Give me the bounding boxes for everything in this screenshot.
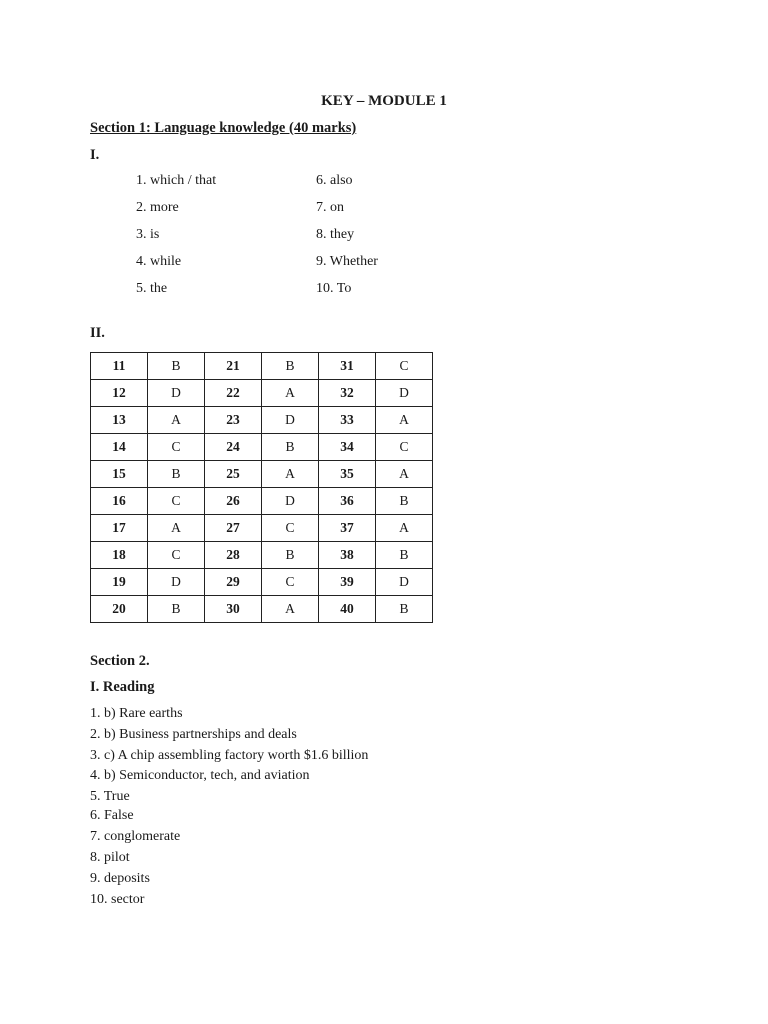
answer-letter: C [148, 542, 205, 569]
fill-answer-item: 1. which / that [136, 173, 217, 188]
question-number: 30 [205, 596, 262, 623]
question-number: 28 [205, 542, 262, 569]
question-number: 19 [91, 569, 148, 596]
fill-answer-item: 3. is [136, 227, 160, 242]
table-row [91, 407, 433, 434]
page-title: KEY – MODULE 1 [321, 93, 447, 109]
answer-letter: C [262, 515, 319, 542]
fill-answer-item: 5. the [136, 281, 168, 296]
reading-answer-item: 10. sector [90, 892, 145, 907]
reading-answer-item: 3. c) A chip assembling factory worth $1.6 billion [90, 748, 369, 763]
fill-answer-item: 8. they [316, 227, 355, 242]
answer-letter: C [262, 569, 319, 596]
question-number: 17 [91, 515, 148, 542]
answer-letter: B [376, 542, 433, 569]
answer-letter: A [148, 407, 205, 434]
question-number: 31 [319, 353, 376, 380]
fill-answer-item: 2. more [136, 200, 179, 215]
question-number: 24 [205, 434, 262, 461]
question-number: 40 [319, 596, 376, 623]
question-number: 36 [319, 488, 376, 515]
answer-letter: B [148, 596, 205, 623]
question-number: 18 [91, 542, 148, 569]
fill-answer-item: 4. while [136, 254, 182, 269]
reading-heading: I. Reading [90, 679, 155, 695]
answer-letter: B [376, 488, 433, 515]
question-number: 34 [319, 434, 376, 461]
table-row [91, 434, 433, 461]
reading-answer-item: 4. b) Semiconductor, tech, and aviation [90, 768, 310, 783]
reading-answer-item: 1. b) Rare earths [90, 706, 183, 721]
question-number: 38 [319, 542, 376, 569]
table-row [91, 461, 433, 488]
reading-answer-item: 2. b) Business partnerships and deals [90, 727, 297, 742]
fill-answer-item: 7. on [316, 200, 344, 215]
answer-letter: B [148, 353, 205, 380]
question-number: 23 [205, 407, 262, 434]
reading-answer-item: 9. deposits [90, 871, 150, 886]
question-number: 14 [91, 434, 148, 461]
section-2-heading: Section 2. [90, 653, 150, 669]
reading-answer-item: 8. pilot [90, 850, 130, 865]
answer-letter: A [148, 515, 205, 542]
question-number: 20 [91, 596, 148, 623]
answer-letter: B [148, 461, 205, 488]
answer-letter: B [262, 542, 319, 569]
question-number: 33 [319, 407, 376, 434]
answer-letter: D [262, 407, 319, 434]
answer-letter: D [262, 488, 319, 515]
answer-letter: D [376, 569, 433, 596]
answer-key-table [90, 352, 433, 623]
answer-letter: A [262, 461, 319, 488]
answer-letter: C [376, 434, 433, 461]
answer-letter: A [376, 515, 433, 542]
question-number: 27 [205, 515, 262, 542]
answer-letter: B [376, 596, 433, 623]
reading-answer-item: 7. conglomerate [90, 829, 181, 844]
part-2-label: II. [90, 325, 105, 341]
table-row [91, 515, 433, 542]
answer-letter: A [262, 380, 319, 407]
question-number: 22 [205, 380, 262, 407]
question-number: 21 [205, 353, 262, 380]
table-row [91, 488, 433, 515]
table-row [91, 353, 433, 380]
part-1-label: I. [90, 147, 100, 163]
fill-answer-item: 10. To [316, 281, 352, 296]
fill-answer-item: 6. also [316, 173, 353, 188]
question-number: 16 [91, 488, 148, 515]
answer-letter: D [376, 380, 433, 407]
question-number: 29 [205, 569, 262, 596]
reading-answer-item: 6. False [90, 808, 134, 823]
answer-letter: D [148, 380, 205, 407]
question-number: 26 [205, 488, 262, 515]
answer-letter: C [376, 353, 433, 380]
answer-letter: D [148, 569, 205, 596]
answer-letter: A [262, 596, 319, 623]
answer-letter: C [148, 488, 205, 515]
question-number: 13 [91, 407, 148, 434]
section-1-heading: Section 1: Language knowledge (40 marks) [90, 120, 357, 136]
table-row [91, 542, 433, 569]
question-number: 39 [319, 569, 376, 596]
question-number: 12 [91, 380, 148, 407]
reading-answer-item: 5. True [90, 789, 130, 804]
question-number: 11 [91, 353, 148, 380]
fill-answer-item: 9. Whether [316, 254, 378, 269]
question-number: 25 [205, 461, 262, 488]
question-number: 35 [319, 461, 376, 488]
question-number: 37 [319, 515, 376, 542]
answer-letter: C [148, 434, 205, 461]
table-row [91, 596, 433, 623]
table-row [91, 380, 433, 407]
question-number: 32 [319, 380, 376, 407]
answer-letter: A [376, 407, 433, 434]
answer-letter: B [262, 353, 319, 380]
question-number: 15 [91, 461, 148, 488]
answer-letter: B [262, 434, 319, 461]
answer-letter: A [376, 461, 433, 488]
table-row [91, 569, 433, 596]
